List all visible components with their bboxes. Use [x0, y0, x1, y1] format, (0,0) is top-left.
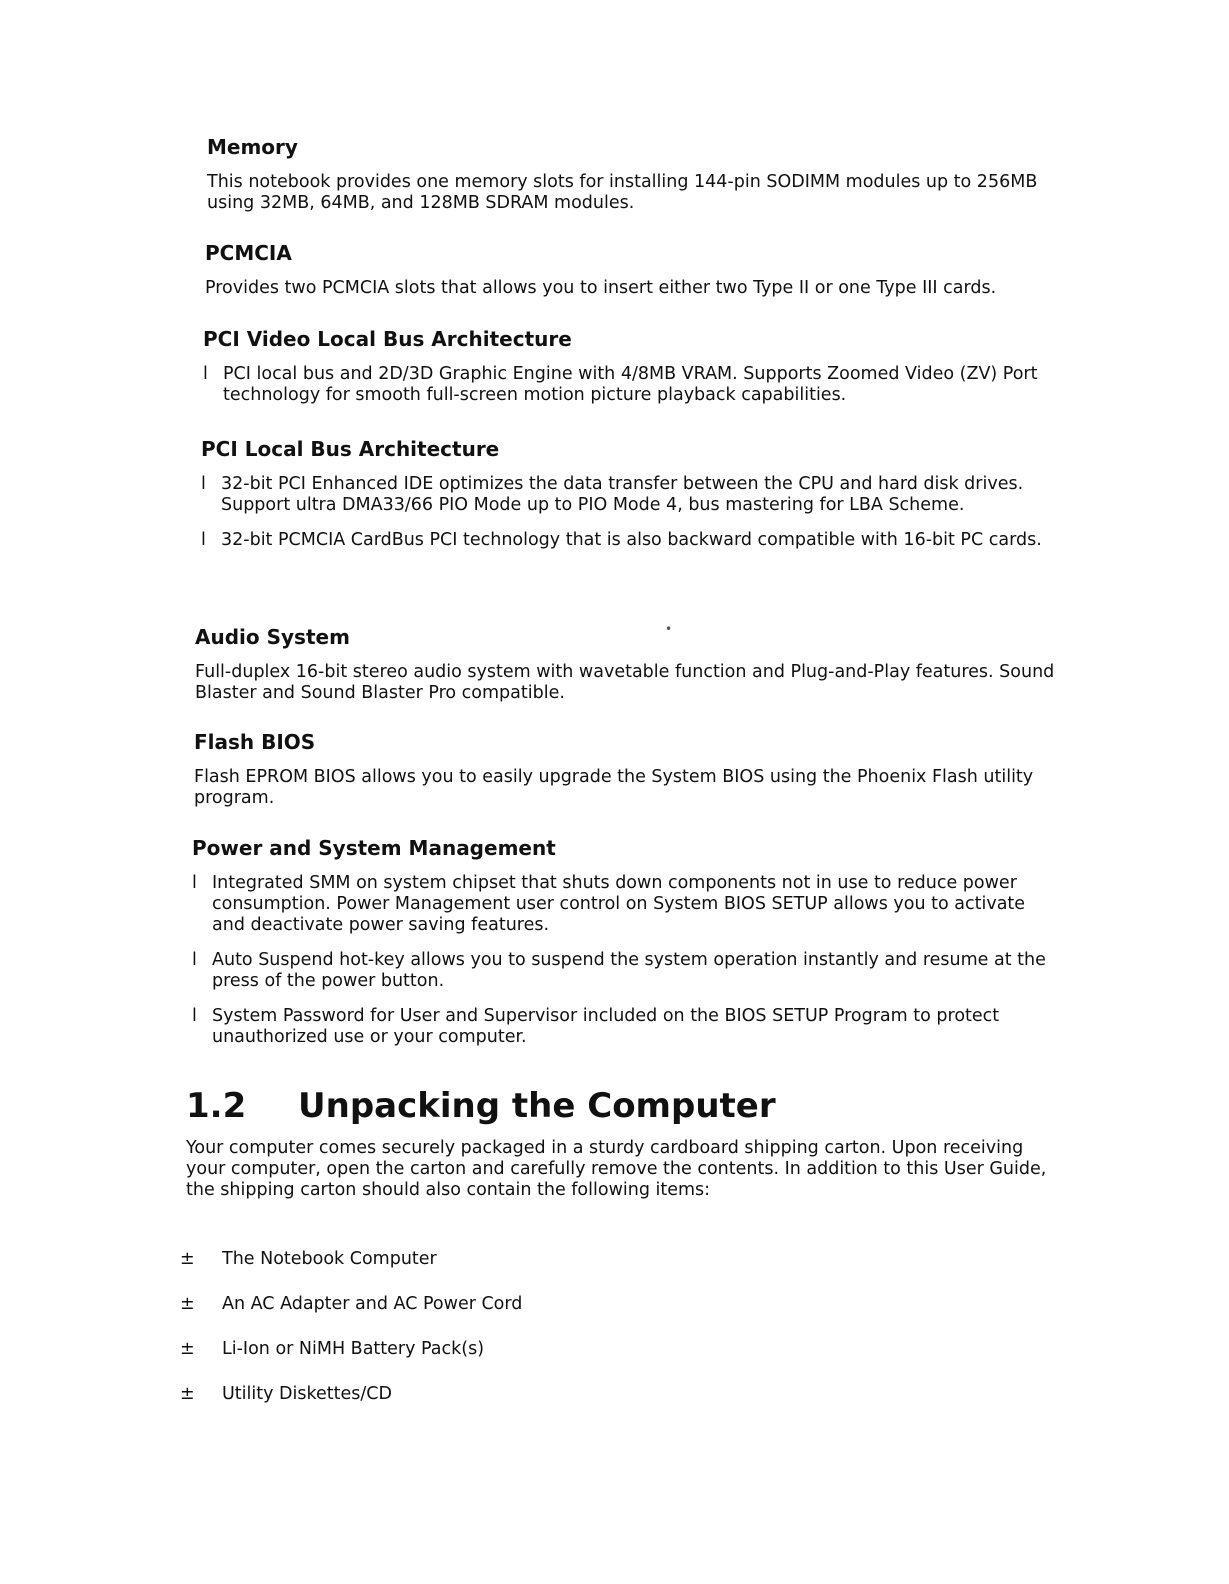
list-item [180, 1248, 780, 1293]
bullet-text: System Password for User and Supervisor included on the BIOS SETUP Program to protect unauthorized use or your computer. [212, 1006, 1000, 1047]
chapter-paragraph: Your computer comes securely packaged in a sturdy cardboard shipping carton. Upon receiving your computer, open the carton and carefully remove the contents. In addition to this User Guide, the shipping carton should also contain the following items: [186, 1138, 1047, 1200]
scan-speck: • [665, 622, 673, 636]
section-flash-bios [194, 729, 1054, 809]
bullet-item [201, 474, 1061, 516]
section-title: Flash BIOS [194, 730, 316, 754]
bullet-item [192, 1006, 1052, 1048]
section-paragraph: Full-duplex 16-bit stereo audio system with wavetable function and Plug-and-Play features. Sound Blaster and Sound Blaster Pro compatible. [195, 662, 1055, 703]
section-pcmcia [205, 240, 1085, 299]
list-item [180, 1338, 780, 1383]
bullet-text: Integrated SMM on system chipset that shuts down components not in use to reduce power consumption. Power Management user control on System BIOS SETUP allows you to activate and deactivate power saving features. [212, 873, 1026, 935]
list-item [180, 1383, 780, 1428]
bullet-marker: l [201, 474, 206, 494]
bullet-text: PCI local bus and 2D/3D Graphic Engine with 4/8MB VRAM. Supports Zoomed Video (ZV) Port technology for smooth full-screen motion picture playback capabilities. [223, 364, 1038, 405]
bullet-text: 32-bit PCI Enhanced IDE optimizes the data transfer between the CPU and hard disk drives. Support ultra DMA33/66 PIO Mode up to PIO Mode 4, bus mastering for LBA Scheme. [221, 474, 1024, 515]
section-title: Power and System Management [192, 836, 556, 860]
section-memory [207, 134, 1067, 214]
bullet-item [192, 950, 1052, 992]
item-marker: ± [180, 1294, 195, 1314]
chapter-number: 1.2 [186, 1086, 247, 1126]
bullet-item [201, 530, 1061, 551]
item-marker: ± [180, 1249, 195, 1269]
item-text: Li-Ion or NiMH Battery Pack(s) [222, 1339, 485, 1359]
bullet-text: Auto Suspend hot-key allows you to suspend the system operation instantly and resume at the press of the power button. [212, 950, 1046, 991]
bullet-item [203, 364, 1063, 406]
bullet-marker: l [201, 530, 206, 550]
section-title: Audio System [195, 625, 350, 649]
item-text: Utility Diskettes/CD [222, 1384, 392, 1404]
chapter-heading [186, 1084, 1066, 1128]
section-title: Memory [207, 135, 298, 159]
section-paragraph: Provides two PCMCIA slots that allows you to insert either two Type II or one Type III cards. [205, 278, 997, 298]
bullet-marker: l [192, 950, 197, 970]
section-pci-local-bus [201, 436, 1061, 565]
list-item [180, 1293, 780, 1338]
bullet-marker: l [192, 873, 197, 893]
item-marker: ± [180, 1384, 195, 1404]
item-text: The Notebook Computer [222, 1249, 437, 1269]
section-title: PCMCIA [205, 241, 292, 265]
bullet-marker: l [203, 364, 208, 384]
item-marker: ± [180, 1339, 195, 1359]
bullet-text: 32-bit PCMCIA CardBus PCI technology that is also backward compatible with 16-bit PC cards. [221, 530, 1042, 550]
section-paragraph: This notebook provides one memory slots for installing 144-pin SODIMM modules up to 256MB using 32MB, 64MB, and 128MB SDRAM modules. [207, 172, 1038, 213]
section-title: PCI Local Bus Architecture [201, 437, 500, 461]
bullet-marker: l [192, 1006, 197, 1026]
section-pci-video [203, 326, 1063, 420]
chapter-title: Unpacking the Computer [298, 1086, 776, 1126]
section-title: PCI Video Local Bus Architecture [203, 327, 572, 351]
contents-list [180, 1248, 780, 1428]
section-paragraph: Flash EPROM BIOS allows you to easily upgrade the System BIOS using the Phoenix Flash utility program. [194, 767, 1034, 808]
section-audio [195, 624, 1075, 704]
chapter-unpacking [186, 1084, 1066, 1201]
bullet-item [192, 873, 1052, 936]
section-power-management [192, 835, 1052, 1062]
item-text: An AC Adapter and AC Power Cord [222, 1294, 523, 1314]
